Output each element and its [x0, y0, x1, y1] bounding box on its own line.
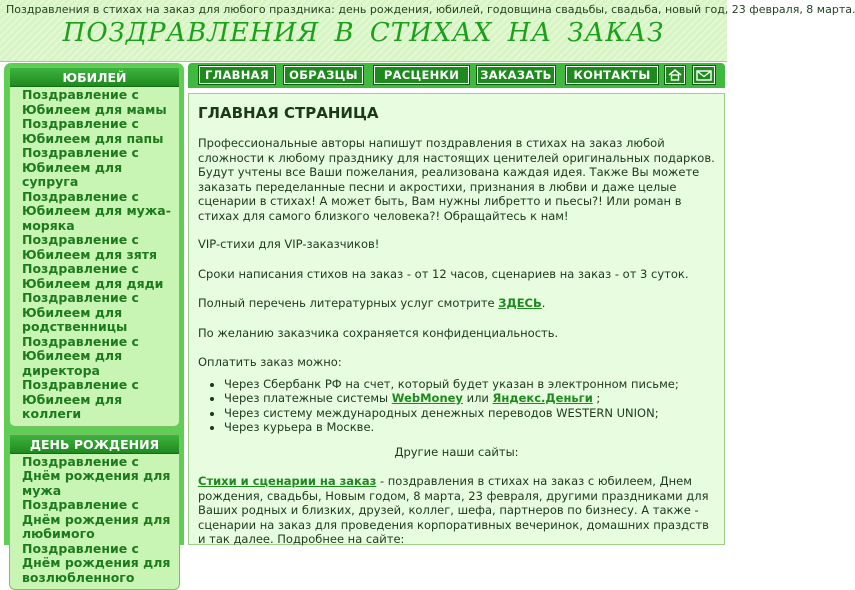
- sidebar-heading-jubilee: ЮБИЛЕЙ: [10, 68, 179, 87]
- sidebar-link[interactable]: Поздравление с Юбилеем для директора: [22, 335, 179, 379]
- content: [198, 104, 715, 547]
- payment-text: Через платежные системы: [224, 391, 392, 405]
- content-panel: [188, 93, 725, 545]
- other-site-paragraph: [198, 474, 715, 547]
- nav-samples[interactable]: ОБРАЗЦЫ: [284, 66, 363, 84]
- payment-text: ;: [593, 391, 601, 405]
- site-title[interactable]: ПОЗДРАВЛЕНИЯ В СТИХАХ НА ЗАКАЗ: [0, 18, 727, 48]
- services-paragraph: [198, 296, 715, 311]
- sidebar-section-birthday: [9, 434, 180, 590]
- yandex-money-link[interactable]: Яндекс.Деньги: [493, 391, 593, 405]
- nav-home[interactable]: ГЛАВНАЯ: [199, 66, 275, 84]
- sidebar-link[interactable]: Поздравление с Юбилеем для мамы: [22, 88, 179, 117]
- nav-order[interactable]: ЗАКАЗАТЬ: [477, 66, 555, 84]
- sidebar-link[interactable]: Поздравление с Юбилеем для папы: [22, 117, 179, 146]
- nav-contacts[interactable]: КОНТАКТЫ: [566, 66, 658, 84]
- sidebar-link[interactable]: Поздравление с Юбилеем для зятя: [22, 233, 179, 262]
- privacy-paragraph: По желанию заказчика сохраняется конфиденциальность.: [198, 326, 715, 341]
- sidebar-link[interactable]: Поздравление с Юбилеем для мужа-моряка: [22, 190, 179, 234]
- sidebar-list-jubilee: [10, 87, 179, 422]
- payment-item: [224, 391, 715, 406]
- sidebar-list-birthday: [10, 454, 179, 586]
- sidebar-heading-birthday: ДЕНЬ РОЖДЕНИЯ: [10, 435, 179, 454]
- main-nav: [188, 63, 725, 88]
- mail-icon[interactable]: [693, 66, 715, 84]
- header-tagline: Поздравления в стихах на заказ для любого праздника: день рождения, юбилей, годовщина свадьбы, свадьба, новый год, 23 февраля, 8 марта.: [6, 3, 726, 16]
- page-title: ГЛАВНАЯ СТРАНИЦА: [198, 104, 715, 122]
- payment-text: или: [463, 391, 493, 405]
- payment-list: [198, 377, 715, 435]
- sidebar-link[interactable]: Поздравление с Днём рождения для возлюбленного: [22, 542, 179, 586]
- home-icon[interactable]: [665, 66, 685, 84]
- services-suffix: .: [542, 296, 546, 310]
- payment-item: • Через курьера в Москве.: [224, 420, 715, 435]
- terms-paragraph: Сроки написания стихов на заказ - от 12 часов, сценариев на заказ - от 3 суток.: [198, 267, 715, 282]
- payment-item: • Через систему международных денежных переводов WESTERN UNION;: [224, 406, 715, 421]
- sidebar-link[interactable]: Поздравление с Днём рождения для любимого: [22, 498, 179, 542]
- nav-prices[interactable]: РАСЦЕНКИ: [374, 66, 469, 84]
- services-text: Полный перечень литературных услуг смотрите: [198, 296, 498, 310]
- vip-paragraph: VIP-стихи для VIP-заказчиков!: [198, 237, 715, 252]
- sidebar-link[interactable]: Поздравление с Юбилеем для дяди: [22, 262, 179, 291]
- intro-paragraph: Профессиональные авторы напишут поздравления в стихах на заказ любой сложности к любому празднику для настоящих ценителей оригинальных подарков. Будут учтены все Ваши пожелания, реализована каждая идея. Также Вы можете заказать переделанные песни и акростихи, признания в любви и даже целые сценарии в стихах! А может быть, Вам нужны либретто и пьесы?! Или роман в стихах для самого близкого человека?! Обращайтесь к нам!: [198, 136, 715, 223]
- sidebar-link[interactable]: Поздравление с Юбилеем для супруга: [22, 146, 179, 190]
- other-sites-heading: Другие наши сайты:: [198, 445, 715, 460]
- sidebar: [4, 63, 184, 545]
- other-site-link[interactable]: Стихи и сценарии на заказ: [198, 474, 376, 488]
- sidebar-link[interactable]: Поздравление с Днём рождения для мужа: [22, 455, 179, 499]
- sidebar-link[interactable]: Поздравление с Юбилеем для родственницы: [22, 291, 179, 335]
- page-header: [0, 0, 727, 62]
- other-site-desc: - поздравления в стихах на заказ с юбилеем, Днем рождения, свадьбы, Новым годом, 8 марта, 23 февраля, другими праздниками для Ваших родных и близких, друзей, коллег, шефа, партнеров по бизнесу. А также - сценарии на заказ для проведения корпоративных вечеринок, домашних праздств и так далее. Подробнее на сайте:: [198, 474, 709, 546]
- sidebar-section-jubilee: [9, 67, 180, 427]
- payment-intro: Оплатить заказ можно:: [198, 355, 715, 370]
- sidebar-link[interactable]: Поздравление с Юбилеем для коллеги: [22, 378, 179, 422]
- payment-item: • Через Сбербанк РФ на счет, который будет указан в электронном письме;: [224, 377, 715, 392]
- webmoney-link[interactable]: WebMoney: [392, 391, 463, 405]
- services-link[interactable]: ЗДЕСЬ: [498, 296, 541, 310]
